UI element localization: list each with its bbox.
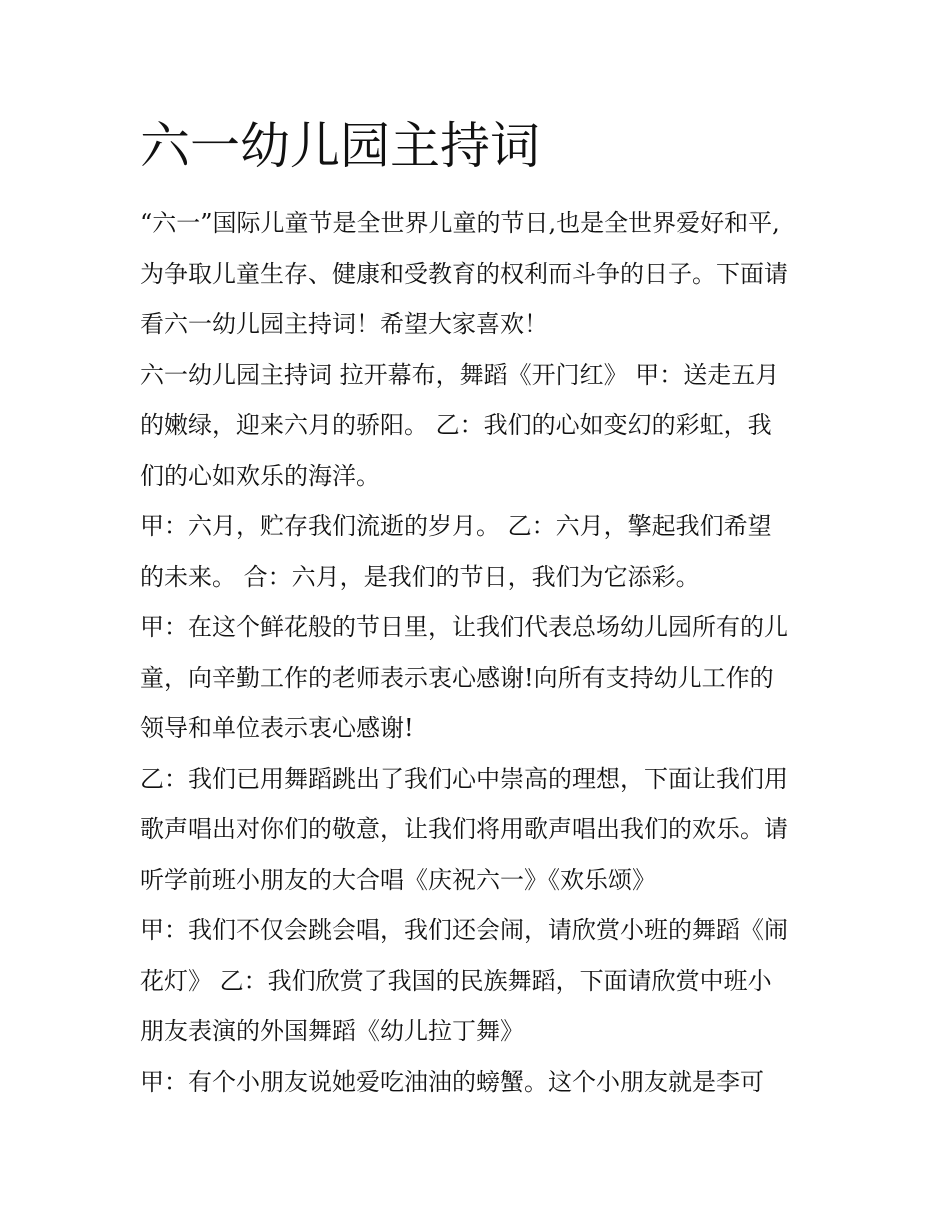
text-line: 的未来。 合：六月，是我们的节日，我们为它添彩。 <box>140 562 700 591</box>
text-line: 歌声唱出对你们的敬意，让我们将用歌声唱出我们的欢乐。请 <box>140 815 788 843</box>
text-line: 甲：有个小朋友说她爱吃油油的螃蟹。这个小朋友就是李可 <box>140 1067 764 1096</box>
text-line: 六一幼儿园主持词 拉开幕布，舞蹈《开门红》 甲：送走五月 <box>140 360 780 389</box>
text-line: 为争取儿童生存、健康和受教育的权利而斗争的日子。下面请 <box>140 259 788 288</box>
document-body <box>140 198 815 1107</box>
text-line: “六一”国际儿童节是全世界儿童的节日,也是全世界爱好和平, <box>140 209 780 237</box>
text-line: 甲：我们不仅会跳会唱，我们还会闹，请欣赏小班的舞蹈《闹 <box>140 916 788 944</box>
text-line: 朋友表演的外国舞蹈《幼儿拉丁舞》 <box>140 1017 524 1045</box>
text-line: 乙：我们已用舞蹈跳出了我们心中崇高的理想，下面让我们用 <box>140 764 788 793</box>
text-line: 童，向辛勤工作的老师表示衷心感谢!向所有支持幼儿工作的 <box>140 663 774 692</box>
text-line: 们的心如欢乐的海洋。 <box>140 461 380 490</box>
document-title: 六一幼儿园主持词 <box>140 117 540 175</box>
text-line: 看六一幼儿园主持词！希望大家喜欢！ <box>140 310 548 338</box>
text-line: 的嫩绿，迎来六月的骄阳。 乙：我们的心如变幻的彩虹，我 <box>140 411 772 439</box>
text-line: 甲：在这个鲜花般的节日里，让我们代表总场幼儿园所有的儿 <box>140 613 788 641</box>
text-line: 听学前班小朋友的大合唱《庆祝六一》《欢乐颂》 <box>140 865 656 894</box>
text-line: 领导和单位表示衷心感谢! <box>140 714 414 742</box>
text-line: 花灯》 乙：我们欣赏了我国的民族舞蹈，下面请欣赏中班小 <box>140 966 772 995</box>
text-line: 甲：六月，贮存我们流逝的岁月。 乙：六月，擎起我们希望 <box>140 512 772 540</box>
